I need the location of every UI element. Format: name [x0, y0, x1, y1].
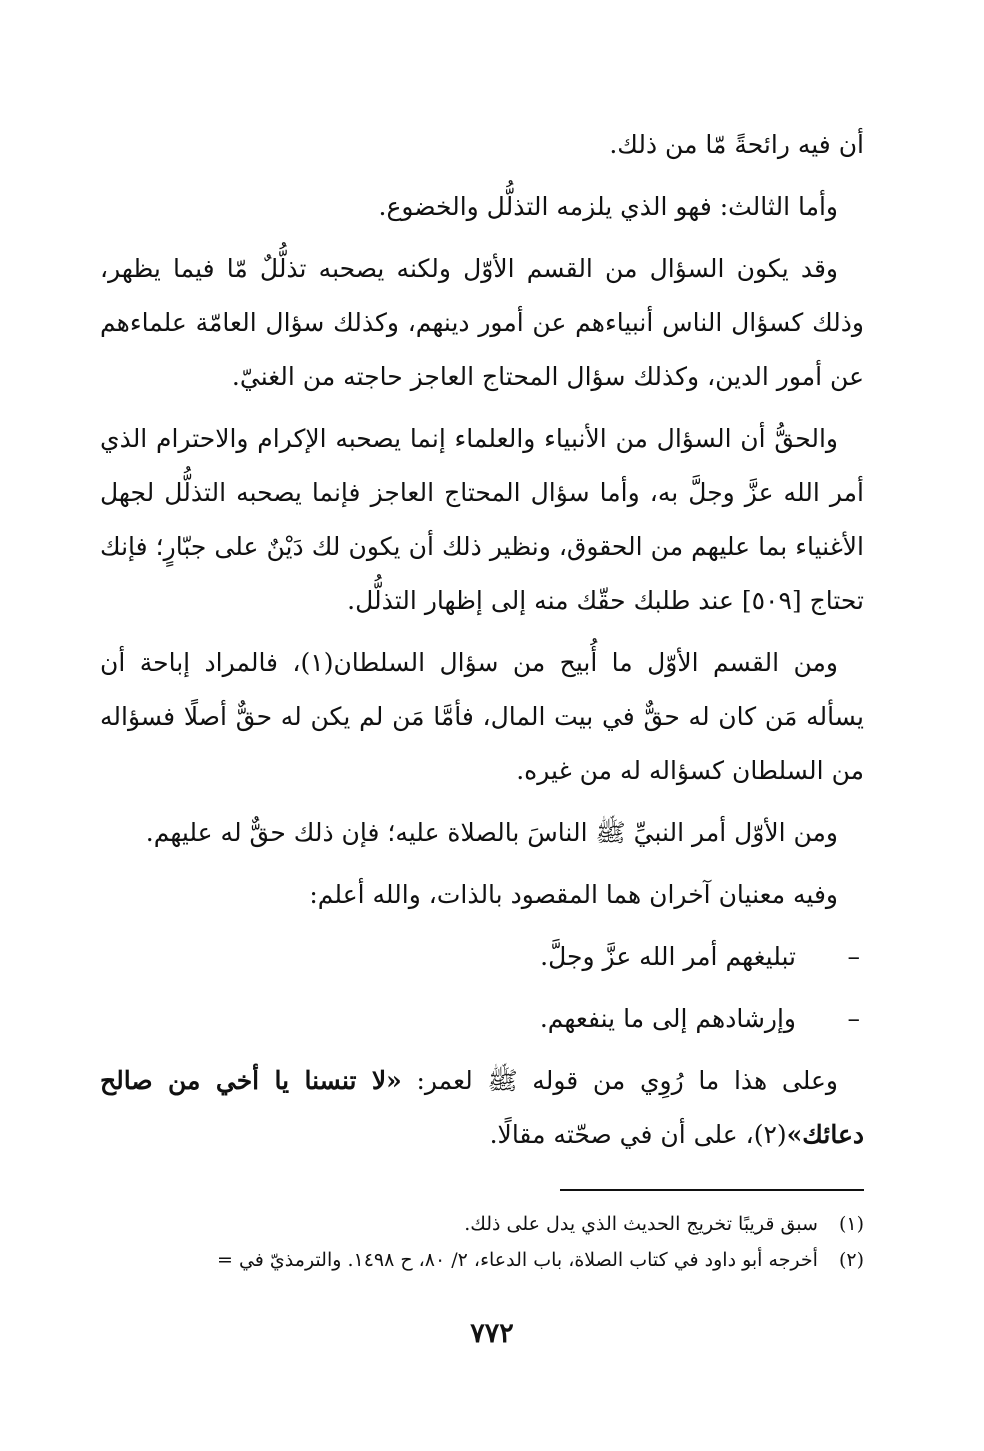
closing-tail: (٢)، على أن في صحّته مقالًا.: [489, 1120, 787, 1149]
paragraph-4: والحقُّ أن السؤال من الأنبياء والعلماء إنما يصحبه الإكرام والاحترام الذي أمر الله عزَّ وجلَّ به، وأما سؤال المحتاج العاجز فإنما يصحبه التذلُّل لجهل الأغنياء بما عليهم من الحقوق، ونظير ذلك أن يكون لك دَيْنٌ على جبّارٍ؛ فإنك تحتاج [٥٠٩] عند طلبك حقّك منه إلى إظهار التذلُّل.: [100, 424, 864, 615]
paragraph-6: ومن الأوّل أمر النبيِّ ﷺ الناسَ بالصلاة عليه؛ فإن ذلك حقٌّ له عليهم.: [145, 818, 838, 847]
paragraph-2: وأما الثالث: فهو الذي يلزمه التذلُّل والخضوع.: [378, 192, 838, 221]
paragraph-5: ومن القسم الأوّل ما أُبيح من سؤال السلطان(١)، فالمراد إباحة أن يسأله مَن كان له حقٌّ في بيت المال، فأمَّا مَن لم يكن له حقٌّ أصلًا فسؤاله من السلطان كسؤاله له من غيره.: [100, 648, 864, 785]
bullet-dash: –: [847, 1004, 860, 1033]
bullet-text: وإرشادهم إلى ما ينفعهم.: [539, 1004, 796, 1033]
footnote-2: [100, 1242, 864, 1278]
footnote-text: سبق قريبًا تخريج الحديث الذي يدل على ذلك.: [464, 1213, 818, 1235]
paragraph-1: أن فيه رائحةً مّا من ذلك.: [609, 130, 864, 159]
page-number: ٧٧٢: [470, 1318, 514, 1349]
paragraph-7: وفيه معنيان آخران هما المقصود بالذات، والله أعلم:: [309, 880, 838, 909]
footnotes: [100, 1206, 864, 1278]
main-text: [100, 118, 864, 1170]
footnote-number: (٢): [838, 1249, 864, 1271]
footnote-1: [100, 1206, 864, 1242]
bullet-item-2: [100, 992, 864, 1046]
footnote-divider: [560, 1189, 864, 1191]
bullet-text: تبليغهم أمر الله عزَّ وجلَّ.: [540, 942, 796, 971]
hadith-quote: «لا تنسنا يا أخي من صالح دعائك»: [100, 1066, 864, 1149]
bullet-item-1: [100, 930, 864, 984]
footnote-text: أخرجه أبو داود في كتاب الصلاة، باب الدعاء، ٢/ ٨٠، ح ١٤٩٨. والترمذيّ في =: [217, 1249, 818, 1271]
closing-lead: وعلى هذا ما رُوِي من قوله ﷺ لعمر:: [401, 1066, 838, 1095]
closing-paragraph: [100, 1054, 864, 1162]
paragraph-3: وقد يكون السؤال من القسم الأوّل ولكنه يصحبه تذلُّلٌ مّا فيما يظهر، وذلك كسؤال الناس أنبياءهم عن أمور دينهم، وكذلك سؤال العامّة علماءهم عن أمور الدين، وكذلك سؤال المحتاج العاجز حاجته من الغنيّ.: [100, 254, 864, 391]
footnote-number: (١): [838, 1213, 864, 1235]
bullet-dash: –: [847, 942, 860, 971]
